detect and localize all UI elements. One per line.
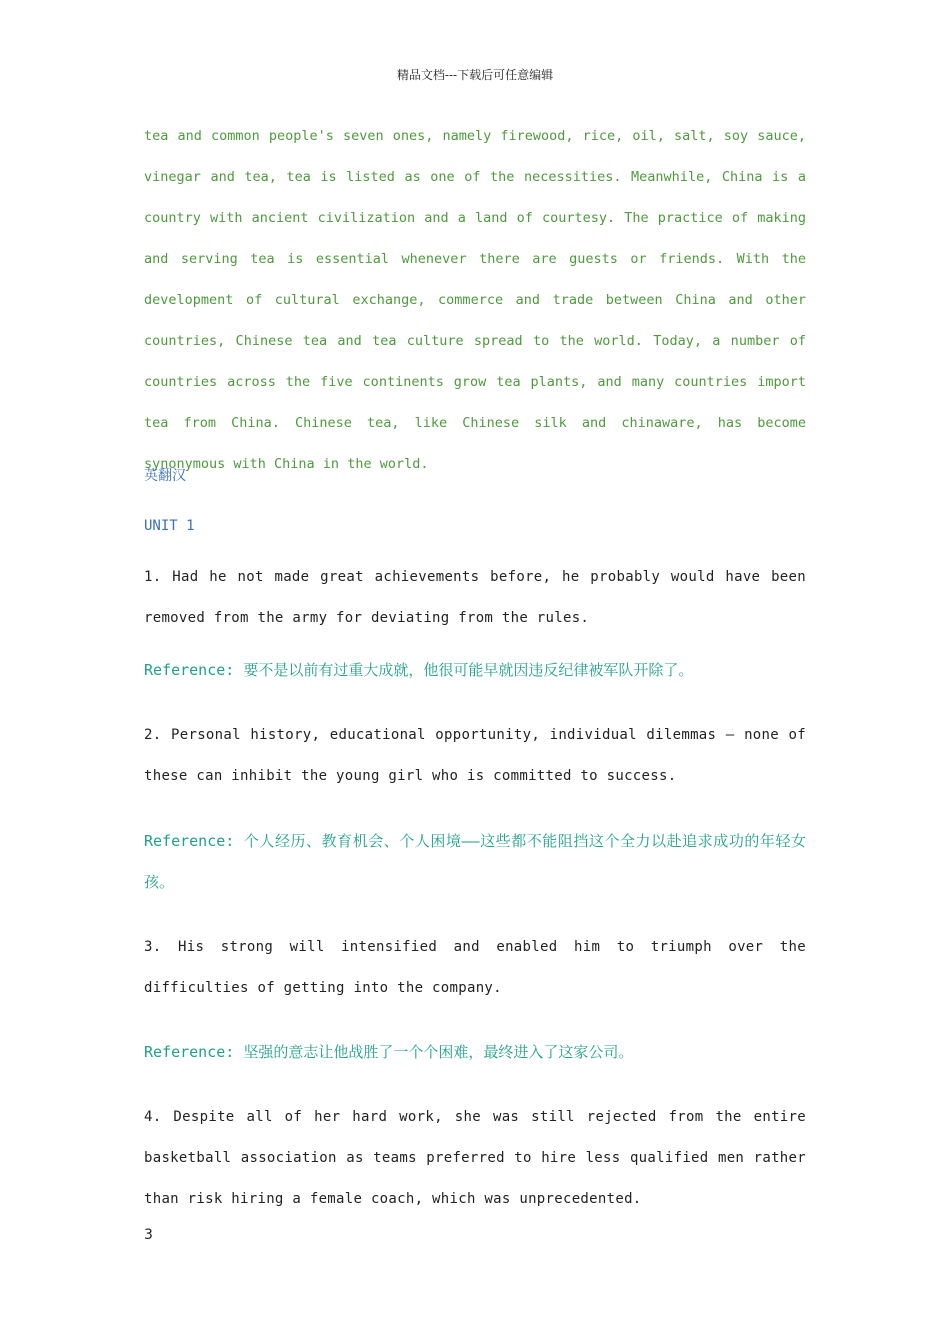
sentence-3-reference: Reference: 坚强的意志让他战胜了一个个困难，最终进入了这家公司。 xyxy=(144,1043,634,1061)
sentence-2-reference: Reference: 个人经历、教育机会、个人困境——这些都不能阻挡这个全力以赴追求成功的年轻女孩。 xyxy=(144,832,806,891)
tea-culture-passage: tea and common people's seven ones, namely firewood, rice, oil, salt, soy sauce, vinegar and tea, tea is listed as one of the necessities. Meanwhile, China is a country with ancient civilization and a land of courtesy. The practice of making and serving tea is essential whenever there are guests or friends. With the development of cultural exchange, commerce and trade between China and other countries, Chinese tea and tea culture spread to the world. Today, a number of countries across the five continents grow tea plants, and many countries import tea from China. Chinese tea, like Chinese silk and chinaware, has become synonymous with China in the world. xyxy=(144,128,806,472)
sentence-1-english: 1. Had he not made great achievements before, he probably would have been removed from the army for deviating from the rules. xyxy=(144,569,806,626)
section-heading: 英翻汉 xyxy=(144,468,186,484)
page-header: 精品文档---下载后可任意编辑 xyxy=(396,68,554,82)
page-number: 3 xyxy=(144,1227,153,1243)
sentence-3-english: 3. His strong will intensified and enabled him to triumph over the difficulties of getting into the company. xyxy=(144,939,806,996)
unit-heading: UNIT 1 xyxy=(144,518,195,534)
sentence-4-english: 4. Despite all of her hard work, she was still rejected from the entire basketball association as teams preferred to hire less qualified men rather than risk hiring a female coach, which was unprecedented. xyxy=(144,1109,806,1207)
sentence-2-english: 2. Personal history, educational opportunity, individual dilemmas – none of these can inhibit the young girl who is committed to success. xyxy=(144,727,806,784)
sentence-1-reference: Reference: 要不是以前有过重大成就，他很可能早就因违反纪律被军队开除了。 xyxy=(144,661,694,679)
